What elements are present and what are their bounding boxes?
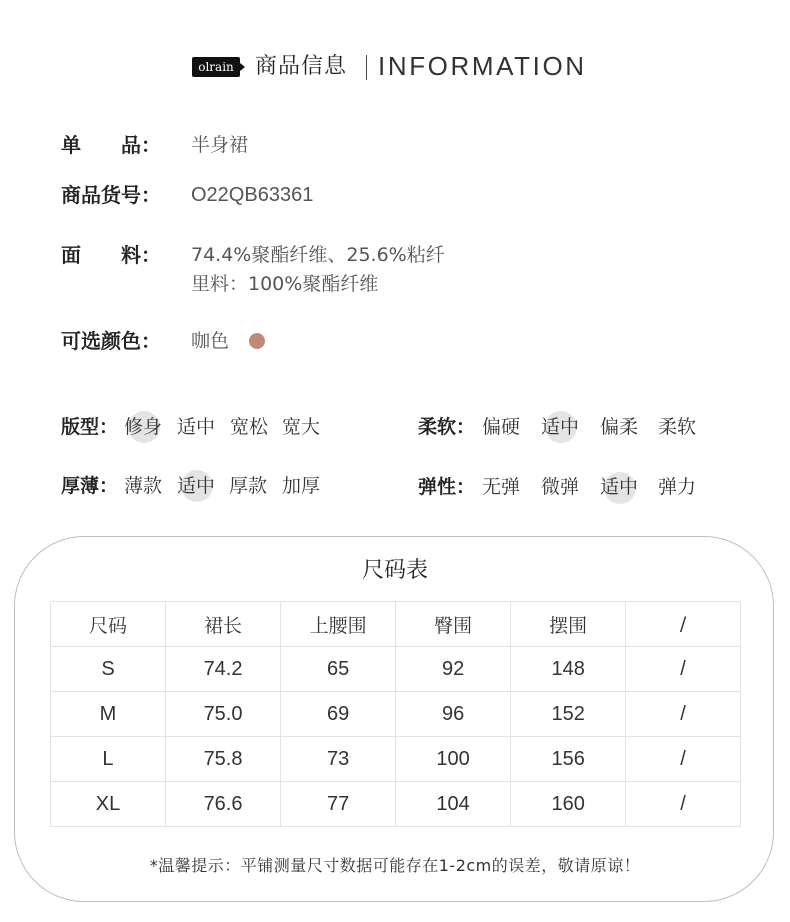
- softness-option-1: 偏硬: [482, 416, 521, 438]
- table-cell: 73: [281, 737, 396, 782]
- section-title-cn: 商品信息: [255, 54, 348, 79]
- table-header-cell: /: [626, 602, 741, 647]
- table-row: [51, 647, 741, 692]
- table-cell: 76.6: [165, 782, 280, 827]
- softness-label: 柔软：: [418, 416, 476, 438]
- thickness-option-4: 加厚: [282, 475, 321, 497]
- lining-value: 里料：100%聚酯纤维: [191, 273, 379, 295]
- table-cell: 65: [281, 647, 396, 692]
- table-cell: 156: [511, 737, 626, 782]
- size-table-title: 尺码表: [361, 558, 428, 583]
- softness-option-3: 偏柔: [600, 416, 639, 438]
- table-cell: L: [51, 737, 166, 782]
- title-divider: [366, 55, 367, 80]
- table-cell: 75.8: [165, 737, 280, 782]
- elasticity-option-3: 适中: [600, 476, 639, 498]
- table-cell: /: [626, 782, 741, 827]
- fit-option-2: 适中: [177, 416, 216, 438]
- table-cell: XL: [51, 782, 166, 827]
- fit-label: 版型：: [61, 416, 119, 438]
- elasticity-label: 弹性：: [418, 476, 476, 498]
- softness-option-2: 适中: [541, 416, 580, 438]
- table-cell: 104: [396, 782, 511, 827]
- fabric-value: 74.4%聚酯纤维、25.6%粘纤: [191, 244, 445, 266]
- measurement-note: *温馨提示：平铺测量尺寸数据可能存在1-2cm的误差，敬请原谅！: [149, 856, 641, 875]
- table-cell: 77: [281, 782, 396, 827]
- fit-option-1: 修身: [124, 416, 163, 438]
- table-header-cell: 摆围: [511, 602, 626, 647]
- table-row: [51, 692, 741, 737]
- brand-logo: olrain: [192, 57, 240, 77]
- fabric-label: 面 料：: [61, 243, 161, 267]
- table-header-row: [51, 602, 741, 647]
- table-cell: 92: [396, 647, 511, 692]
- table-cell: 74.2: [165, 647, 280, 692]
- thickness-option-3: 厚款: [229, 475, 268, 497]
- elasticity-option-2: 微弹: [541, 476, 580, 498]
- thickness-option-1: 薄款: [124, 475, 163, 497]
- fit-option-3: 宽松: [230, 416, 269, 438]
- table-cell: 148: [511, 647, 626, 692]
- table-cell: 69: [281, 692, 396, 737]
- elasticity-option-4: 弹力: [658, 476, 697, 498]
- table-cell: 160: [511, 782, 626, 827]
- table-cell: /: [626, 737, 741, 782]
- item-label: 单 品：: [61, 133, 161, 157]
- table-cell: /: [626, 692, 741, 737]
- item-value: 半身裙: [191, 134, 249, 156]
- fit-option-4: 宽大: [282, 416, 321, 438]
- elasticity-option-1: 无弹: [482, 476, 521, 498]
- table-cell: S: [51, 647, 166, 692]
- section-title-en: INFORMATION: [378, 51, 587, 81]
- table-row: [51, 737, 741, 782]
- size-table: [50, 601, 741, 827]
- table-cell: M: [51, 692, 166, 737]
- table-header-cell: 上腰围: [281, 602, 396, 647]
- softness-option-4: 柔软: [658, 416, 697, 438]
- table-row: [51, 782, 741, 827]
- thickness-label: 厚薄：: [61, 475, 119, 497]
- color-label: 可选颜色：: [61, 329, 161, 353]
- sku-value: O22QB63361: [191, 184, 314, 206]
- table-cell: /: [626, 647, 741, 692]
- table-cell: 152: [511, 692, 626, 737]
- table-header-cell: 臀围: [396, 602, 511, 647]
- thickness-option-2: 适中: [177, 475, 216, 497]
- sku-label: 商品货号：: [61, 183, 161, 207]
- table-cell: 100: [396, 737, 511, 782]
- color-swatch: [249, 333, 265, 349]
- logo-arrow-icon: [240, 63, 245, 71]
- table-header-cell: 裙长: [165, 602, 280, 647]
- table-cell: 75.0: [165, 692, 280, 737]
- color-value: 咖色: [191, 330, 230, 352]
- table-header-cell: 尺码: [51, 602, 166, 647]
- table-cell: 96: [396, 692, 511, 737]
